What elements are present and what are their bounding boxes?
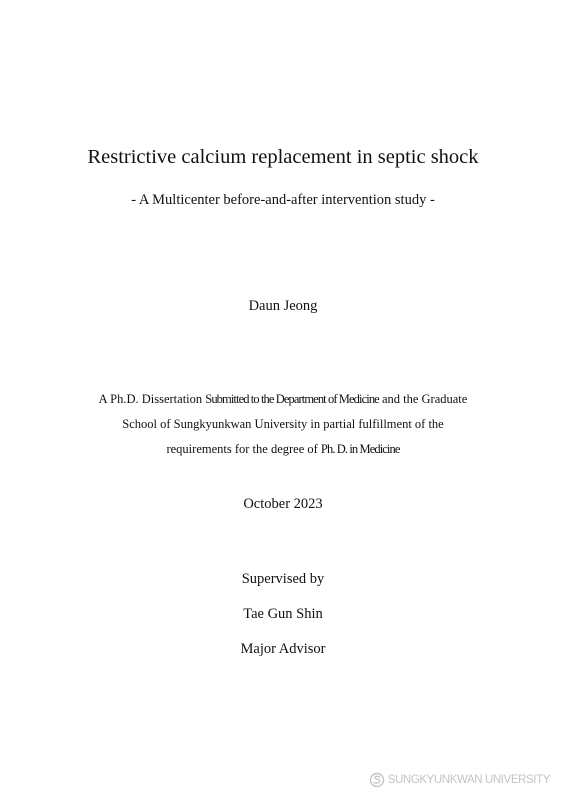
statement-line-1-part-c: and the Graduate (378, 392, 468, 406)
sungkyunkwan-emblem-icon (369, 772, 385, 788)
university-watermark (369, 772, 550, 788)
advisor-role: Major Advisor (240, 641, 326, 657)
dissertation-title: Restrictive calcium replacement in septic shock (87, 146, 479, 168)
submission-statement-line-1 (0, 392, 566, 407)
author-name: Daun Jeong (248, 298, 318, 314)
supervisor-name: Tae Gun Shin (243, 606, 323, 622)
dissertation-subtitle: - A Multicenter before-and-after intervention study - (131, 192, 435, 208)
submission-statement-line-3 (0, 442, 566, 457)
statement-line-1-part-a: A Ph.D. Dissertation (98, 392, 206, 406)
statement-line-3-part-a: requirements for the degree of (166, 442, 321, 456)
watermark-text: SUNGKYUNKWAN UNIVERSITY (387, 774, 550, 786)
statement-line-3-part-b: Ph. D. in Medicine (320, 442, 400, 456)
submission-statement-line-2: School of Sungkyunkwan University in partial fulfillment of the (122, 417, 444, 431)
statement-line-1-part-b: Submitted to the Department of Medicine (205, 392, 379, 406)
supervised-by-label: Supervised by (241, 571, 325, 587)
submission-date: October 2023 (243, 496, 323, 512)
